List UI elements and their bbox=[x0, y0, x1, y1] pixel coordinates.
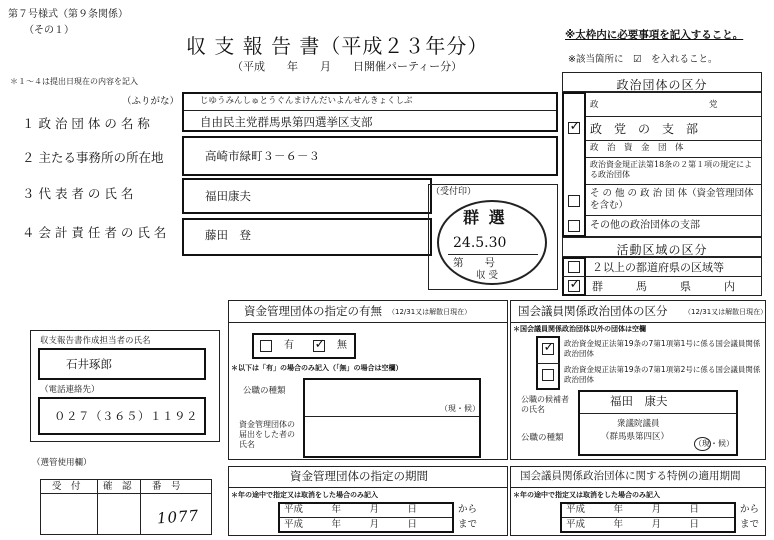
diet-opt2-checkbox[interactable] bbox=[542, 369, 554, 381]
diet-office-label: 公職の種類 bbox=[521, 433, 564, 443]
representative-value: 福田康夫 bbox=[205, 189, 251, 203]
fund-person-label: 資金管理団体の届出をした者の氏名 bbox=[239, 420, 295, 449]
diet-office-value-2: （群馬県第四区） bbox=[601, 432, 670, 442]
admin-col-number: 番 号 bbox=[152, 481, 181, 492]
fund-instruction: ＊以下は「有」の場合のみ記入（「無」の場合は空欄） bbox=[231, 364, 403, 372]
org-class-other-checkbox[interactable] bbox=[568, 195, 580, 207]
fund-detail-box bbox=[303, 378, 481, 458]
diet-opt1-checkbox[interactable]: ✓ bbox=[543, 340, 555, 355]
org-class-fund: 政 治 資 金 団 体 bbox=[590, 143, 684, 153]
form-number: 第７号様式（第９条関係） bbox=[8, 9, 128, 20]
fund-office-suffix: （現・候） bbox=[440, 404, 480, 413]
fund-designation-title: 資金管理団体の指定の有無 bbox=[244, 304, 382, 318]
org-class-other-branch: その他の政治団体の支部 bbox=[590, 220, 700, 231]
preparer-box bbox=[38, 348, 206, 380]
stamp-label: （受付印） bbox=[431, 187, 477, 197]
diet-opt1: 政治資金規正法第19条の7第1項第1号に係る国会議員関係政治団体 bbox=[564, 339, 761, 359]
preparer-value: 石井琢郎 bbox=[66, 357, 112, 371]
fund-office-label: 公職の種類 bbox=[243, 386, 286, 396]
org-class-other-branch-checkbox[interactable] bbox=[568, 220, 580, 232]
diet-period-instruction: ＊年の途中で指定又は取消をした場合のみ記入 bbox=[513, 491, 660, 499]
diet-candidate-value: 福田 康夫 bbox=[610, 394, 668, 408]
org-class-art18: 政治資金規正法第18条の２第１項の規定による政治団体 bbox=[590, 160, 753, 179]
fund-period-to: まで bbox=[458, 519, 478, 530]
fund-period-from-row: 平成 年 月 日 bbox=[284, 504, 418, 515]
diet-opt2: 政治資金規正法第19条の7第1項第2号に係る国会議員関係政治団体 bbox=[564, 365, 761, 385]
diet-office-suffix: （現・候） bbox=[694, 439, 734, 448]
furigana-value: じゆうみんしゅとうぐんまけんだいよんせんきょくしぶ bbox=[200, 96, 413, 106]
activity-gunma-checkbox[interactable]: ✓ bbox=[569, 277, 581, 292]
furigana-label: （ふりがな） bbox=[122, 96, 180, 107]
accountant-value: 藤田 登 bbox=[205, 228, 251, 242]
diet-current-circle bbox=[694, 437, 711, 451]
diet-period-to-row: 平成 年 月 日 bbox=[566, 519, 700, 530]
admin-label: （選管使用欄） bbox=[32, 458, 92, 468]
activity-multi-checkbox[interactable] bbox=[568, 261, 580, 273]
fund-period-to-row: 平成 年 月 日 bbox=[284, 519, 418, 530]
org-class-branch: 政 党 の 支 部 bbox=[590, 122, 699, 136]
diet-class-title: 国会議員関係政治団体の区分 bbox=[518, 304, 668, 318]
fund-period-title: 資金管理団体の指定の期間 bbox=[290, 469, 428, 483]
item-1-label: １ 政 治 団 体 の 名 称 bbox=[22, 116, 150, 131]
page-subtitle: （平成 年 月 日開催パーティー分） bbox=[232, 60, 463, 73]
diet-instruction: ＊国会議員関係政治団体以外の団体は空欄 bbox=[513, 325, 646, 333]
org-class-other: そ の 他 の 政 治 団 体（資金管理団体を含む） bbox=[590, 188, 754, 211]
item-4-label: ４ 会 計 責 任 者 の 氏 名 bbox=[22, 225, 167, 240]
diet-period-from: から bbox=[740, 504, 760, 515]
admin-col-reception: 受 付 bbox=[52, 481, 81, 492]
stamp-line1: 群 選 bbox=[463, 208, 507, 227]
note-items: ＊１～４は提出日現在の内容を記入 bbox=[10, 77, 138, 86]
fund-designation-note: （12/31又は解散日現在） bbox=[388, 308, 472, 316]
stamp-line3: 第 号 bbox=[453, 257, 495, 269]
item-2-label: ２ 主たる事務所の所在地 bbox=[22, 150, 164, 165]
activity-gunma: 群 馬 県 内 bbox=[592, 280, 735, 293]
org-name-value: 自由民主党群馬県第四選挙区支部 bbox=[200, 115, 373, 129]
item-3-label: ３ 代 表 者 の 氏 名 bbox=[22, 186, 134, 201]
diet-class-note: （12/31又は解散日現在） bbox=[684, 308, 768, 316]
admin-col-confirm: 確 認 bbox=[103, 481, 132, 492]
org-class-party: 政 党 bbox=[590, 100, 718, 110]
diet-candidate-label: 公職の候補者の氏名 bbox=[521, 395, 569, 414]
form-sub: （その１） bbox=[24, 25, 74, 36]
stamp-line2: 24.5.30 bbox=[453, 235, 507, 251]
fund-yes-checkbox[interactable] bbox=[260, 340, 272, 352]
fund-no-label: 無 bbox=[337, 340, 347, 351]
diet-period-from-row: 平成 年 月 日 bbox=[566, 504, 700, 515]
address-value: 高崎市緑町３－６－３ bbox=[205, 149, 320, 163]
preparer-label: 収支報告書作成担当者の氏名 bbox=[40, 336, 151, 346]
org-class-checkcolumn bbox=[562, 92, 586, 237]
activity-header: 活動区域の区分 bbox=[562, 237, 762, 257]
activity-multi: ２以上の都道府県の区域等 bbox=[592, 261, 724, 274]
phone-value: ０２７（３６５）１１９２ bbox=[54, 409, 198, 423]
admin-number-value: 1077 bbox=[156, 506, 200, 528]
note-check: ※該当箇所に ☑ を入れること。 bbox=[568, 54, 718, 65]
fund-no-checkbox[interactable]: ✓ bbox=[314, 337, 326, 352]
note-fill: ※太枠内に必要事項を記入すること。 bbox=[565, 29, 744, 41]
stamp-line4: 収 受 bbox=[476, 270, 499, 281]
fund-yes-label: 有 bbox=[284, 340, 294, 351]
diet-period-title: 国会議員関係政治団体に関する特例の適用期間 bbox=[520, 470, 741, 482]
diet-office-value-1: 衆議院議員 bbox=[617, 419, 660, 429]
org-class-branch-checkbox[interactable]: ✓ bbox=[569, 119, 581, 134]
org-class-header: 政治団体の区分 bbox=[562, 72, 762, 92]
page-title: 収 支 報 告 書（平成２３年分） bbox=[186, 34, 489, 58]
fund-period-instruction: ＊年の途中で指定又は取消をした場合のみ記入 bbox=[231, 491, 378, 499]
fund-period-from: から bbox=[458, 504, 478, 515]
diet-period-to: まで bbox=[740, 519, 760, 530]
phone-label: （電話連絡先） bbox=[40, 385, 100, 395]
